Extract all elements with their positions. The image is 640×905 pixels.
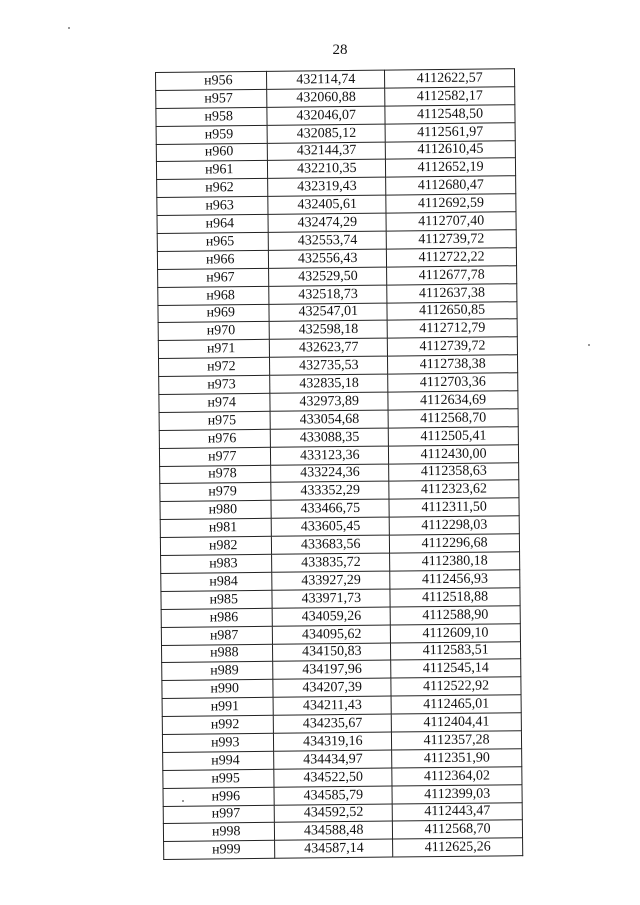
coordinates-table	[155, 68, 523, 860]
point-id-cell: н977	[159, 447, 271, 466]
x-coordinate-cell: 434207,39	[273, 678, 391, 697]
x-coordinate-cell: 434522,50	[274, 768, 392, 787]
x-coordinate-cell: 434592,52	[275, 804, 393, 823]
point-id-cell: н986	[161, 608, 273, 627]
x-coordinate-cell: 432114,74	[267, 70, 385, 89]
point-id-cell: н989	[162, 662, 274, 681]
y-coordinate-cell: 4112548,50	[385, 105, 515, 124]
y-coordinate-cell: 4112634,69	[388, 391, 518, 410]
y-coordinate-cell: 4112582,17	[385, 87, 515, 106]
x-coordinate-cell: 434197,96	[273, 660, 391, 679]
point-id-cell: н962	[157, 179, 269, 198]
x-coordinate-cell: 434235,67	[274, 714, 392, 733]
x-coordinate-cell: 433605,45	[272, 517, 390, 536]
x-coordinate-cell: 433835,72	[272, 553, 390, 572]
x-coordinate-cell: 434585,79	[274, 786, 392, 805]
coordinates-table-body	[156, 69, 523, 860]
point-id-cell: н959	[156, 125, 268, 144]
y-coordinate-cell: 4112380,18	[390, 552, 520, 571]
x-coordinate-cell: 432518,73	[269, 285, 387, 304]
y-coordinate-cell: 4112712,79	[387, 319, 517, 338]
x-coordinate-cell: 434059,26	[272, 607, 390, 626]
y-coordinate-cell: 4112610,45	[385, 140, 515, 159]
point-id-cell: н974	[159, 393, 271, 412]
point-id-cell: н965	[157, 232, 269, 251]
point-id-cell: н971	[158, 340, 270, 359]
x-coordinate-cell: 432474,29	[268, 213, 386, 232]
point-id-cell: н969	[158, 304, 270, 323]
scan-speck	[68, 27, 70, 29]
y-coordinate-cell: 4112311,50	[389, 498, 519, 517]
y-coordinate-cell: 4112568,70	[393, 820, 523, 839]
point-id-cell: н996	[163, 787, 275, 806]
point-id-cell: н973	[159, 375, 271, 394]
y-coordinate-cell: 4112404,41	[391, 713, 521, 732]
point-id-cell: н982	[160, 536, 272, 555]
x-coordinate-cell: 432529,50	[269, 267, 387, 286]
table-row	[164, 838, 523, 860]
y-coordinate-cell: 4112722,22	[387, 248, 517, 267]
point-id-cell: н985	[161, 590, 273, 609]
x-coordinate-cell: 432046,07	[267, 106, 385, 125]
point-id-cell: н966	[157, 250, 269, 269]
x-coordinate-cell: 433927,29	[272, 571, 390, 590]
point-id-cell: н995	[163, 769, 275, 788]
y-coordinate-cell: 4112465,01	[391, 695, 521, 714]
y-coordinate-cell: 4112357,28	[392, 731, 522, 750]
point-id-cell: н988	[162, 644, 274, 663]
point-id-cell: н981	[160, 519, 272, 538]
x-coordinate-cell: 432144,37	[268, 142, 386, 161]
point-id-cell: н972	[159, 358, 271, 377]
y-coordinate-cell: 4112518,88	[390, 588, 520, 607]
point-id-cell: н960	[156, 143, 268, 162]
x-coordinate-cell: 432973,89	[270, 392, 388, 411]
y-coordinate-cell: 4112739,72	[388, 337, 518, 356]
point-id-cell: н978	[160, 465, 272, 484]
y-coordinate-cell: 4112364,02	[392, 766, 522, 785]
x-coordinate-cell: 433971,73	[272, 589, 390, 608]
point-id-cell: н970	[158, 322, 270, 341]
point-id-cell: н984	[161, 572, 273, 591]
point-id-cell: н999	[164, 841, 276, 860]
point-id-cell: н991	[162, 697, 274, 716]
x-coordinate-cell: 433123,36	[271, 446, 389, 465]
point-id-cell: н997	[163, 805, 275, 824]
point-id-cell: н976	[159, 429, 271, 448]
x-coordinate-cell: 432210,35	[268, 160, 386, 179]
y-coordinate-cell: 4112522,92	[391, 677, 521, 696]
x-coordinate-cell: 432553,74	[269, 231, 387, 250]
point-id-cell: н964	[157, 214, 269, 233]
y-coordinate-cell: 4112677,78	[387, 266, 517, 285]
x-coordinate-cell: 434150,83	[273, 643, 391, 662]
x-coordinate-cell: 432405,61	[268, 195, 386, 214]
point-id-cell: н956	[156, 71, 268, 90]
point-id-cell: н994	[163, 751, 275, 770]
y-coordinate-cell: 4112561,97	[385, 122, 515, 141]
y-coordinate-cell: 4112652,19	[386, 158, 516, 177]
x-coordinate-cell: 432735,53	[270, 356, 388, 375]
point-id-cell: н992	[162, 715, 274, 734]
point-id-cell: н983	[161, 554, 273, 573]
x-coordinate-cell: 432598,18	[269, 321, 387, 340]
x-coordinate-cell: 433352,29	[271, 482, 389, 501]
y-coordinate-cell: 4112622,57	[385, 69, 515, 88]
x-coordinate-cell: 433683,56	[272, 535, 390, 554]
y-coordinate-cell: 4112298,03	[389, 516, 519, 535]
x-coordinate-cell: 433054,68	[270, 410, 388, 429]
point-id-cell: н979	[160, 483, 272, 502]
point-id-cell: н975	[159, 411, 271, 430]
y-coordinate-cell: 4112680,47	[386, 176, 516, 195]
x-coordinate-cell: 432085,12	[267, 124, 385, 143]
x-coordinate-cell: 432556,43	[269, 249, 387, 268]
y-coordinate-cell: 4112692,59	[386, 194, 516, 213]
x-coordinate-cell: 432319,43	[268, 177, 386, 196]
y-coordinate-cell: 4112505,41	[388, 427, 518, 446]
x-coordinate-cell: 433224,36	[271, 464, 389, 483]
point-id-cell: н967	[158, 268, 270, 287]
point-id-cell: н980	[160, 501, 272, 520]
point-id-cell: н968	[158, 286, 270, 305]
scan-speck	[182, 800, 184, 802]
y-coordinate-cell: 4112588,90	[390, 605, 520, 624]
x-coordinate-cell: 433088,35	[271, 428, 389, 447]
point-id-cell: н998	[163, 823, 275, 842]
x-coordinate-cell: 432060,88	[267, 88, 385, 107]
y-coordinate-cell: 4112609,10	[391, 623, 521, 642]
y-coordinate-cell: 4112738,38	[388, 355, 518, 374]
scan-speck	[588, 344, 590, 346]
x-coordinate-cell: 432835,18	[270, 374, 388, 393]
x-coordinate-cell: 434587,14	[275, 839, 393, 858]
point-id-cell: н990	[162, 680, 274, 699]
y-coordinate-cell: 4112443,47	[392, 802, 522, 821]
y-coordinate-cell: 4112637,38	[387, 283, 517, 302]
page-number: 28	[332, 42, 348, 58]
x-coordinate-cell: 434095,62	[273, 625, 391, 644]
x-coordinate-cell: 434211,43	[273, 696, 391, 715]
x-coordinate-cell: 433466,75	[271, 499, 389, 518]
x-coordinate-cell: 434319,16	[274, 732, 392, 751]
y-coordinate-cell: 4112703,36	[388, 373, 518, 392]
y-coordinate-cell: 4112358,63	[389, 462, 519, 481]
y-coordinate-cell: 4112351,90	[392, 749, 522, 768]
x-coordinate-cell: 432623,77	[270, 338, 388, 357]
point-id-cell: н963	[157, 197, 269, 216]
y-coordinate-cell: 4112430,00	[389, 444, 519, 463]
point-id-cell: н961	[156, 161, 268, 180]
y-coordinate-cell: 4112625,26	[393, 838, 523, 857]
y-coordinate-cell: 4112650,85	[387, 301, 517, 320]
x-coordinate-cell: 434434,97	[274, 750, 392, 769]
y-coordinate-cell: 4112568,70	[388, 409, 518, 428]
point-id-cell: н987	[161, 626, 273, 645]
point-id-cell: н993	[162, 733, 274, 752]
point-id-cell: н958	[156, 107, 268, 126]
x-coordinate-cell: 432547,01	[269, 303, 387, 322]
point-id-cell: н957	[156, 89, 268, 108]
y-coordinate-cell: 4112545,14	[391, 659, 521, 678]
x-coordinate-cell: 434588,48	[275, 821, 393, 840]
y-coordinate-cell: 4112739,72	[386, 230, 516, 249]
y-coordinate-cell: 4112323,62	[389, 480, 519, 499]
y-coordinate-cell: 4112296,68	[390, 534, 520, 553]
y-coordinate-cell: 4112456,93	[390, 570, 520, 589]
y-coordinate-cell: 4112399,03	[392, 784, 522, 803]
y-coordinate-cell: 4112583,51	[391, 641, 521, 660]
y-coordinate-cell: 4112707,40	[386, 212, 516, 231]
